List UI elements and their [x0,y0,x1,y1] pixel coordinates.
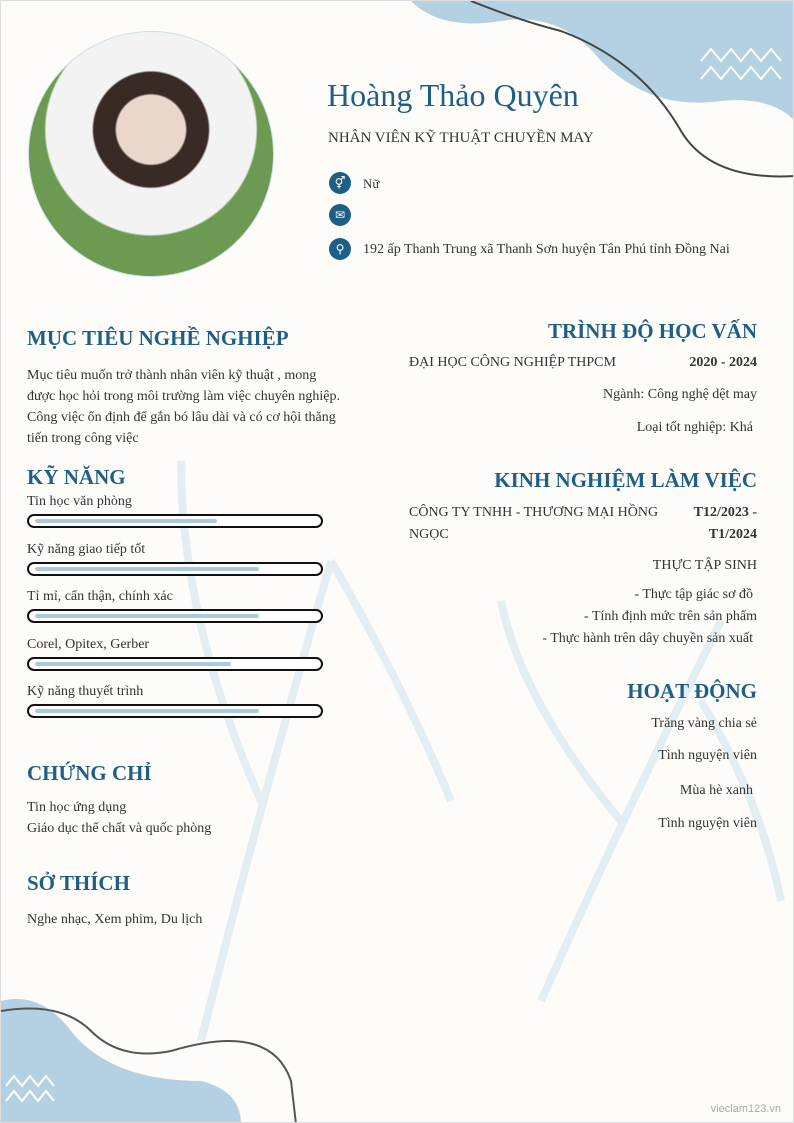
skill-bar-fill [35,662,231,666]
skills-heading: KỸ NĂNG [27,465,126,489]
skill-bar [27,562,323,576]
candidate-name: Hoàng Thảo Quyên [327,77,579,113]
hobbies-text: Nghe nhạc, Xem phim, Du lịch [27,912,203,927]
activities-heading: HOẠT ĐỘNG [627,679,757,703]
certificate-item: Giáo dục thể chất và quốc phòng [27,821,212,836]
watermark: vieclam123.vn [710,1103,781,1115]
address: 192 ấp Thanh Trung xã Thanh Sơn huyện Tân Phú tỉnh Đồng Nai [363,242,730,257]
skill-bar-fill [35,709,259,713]
objective-heading: MỤC TIÊU NGHỀ NGHIỆP [27,326,289,350]
skill-bar [27,609,323,623]
education-heading: TRÌNH ĐỘ HỌC VẤN [547,319,757,343]
email-icon: ✉ [329,204,351,226]
activity-item: Trăng vàng chia sẻ [651,716,757,731]
skill-bar [27,657,323,671]
experience-company: CÔNG TY TNHH - THƯƠNG MẠI HỒNG NGỌC [409,505,659,542]
gender-icon: ⚥ [329,172,351,194]
location-icon: ⚲ [329,238,351,260]
experience-heading: KINH NGHIỆM LÀM VIỆC [494,468,757,492]
skill-label: Tỉ mỉ, cẩn thận, chính xác [27,589,173,604]
certificate-item: Tin học ứng dụng [27,800,127,815]
skill-bar [27,704,323,718]
skill-label: Tin học văn phòng [27,494,132,509]
skill-label: Corel, Opitex, Gerber [27,636,150,652]
skill-label: Kỹ năng thuyết trình [27,684,144,699]
education-grade: Loại tốt nghiệp: Khá [636,420,753,435]
hobbies-heading: SỞ THÍCH [27,871,130,895]
profile-photo [28,31,274,277]
experience-period: T12/2023 - T1/2024 [693,505,757,542]
activity-item: Tình nguyện viên [658,748,757,763]
education-period: 2020 - 2024 [689,355,757,370]
education-school: ĐẠI HỌC CÔNG NGHIỆP THPCM [409,355,616,370]
skill-label: Kỹ năng giao tiếp tốt [27,541,146,557]
certificates-heading: CHỨNG CHỈ [27,761,152,785]
experience-task: - Thực hành trên dây chuyền sản xuất [542,631,753,646]
activity-item: Mùa hè xanh [679,783,753,798]
skill-bar-fill [35,567,259,571]
skill-bar-fill [35,614,259,618]
activity-item: Tình nguyện viên [658,816,757,831]
experience-task: - Thực tập giác sơ đồ [634,587,753,602]
education-major: Ngành: Công nghệ dệt may [603,387,757,402]
skill-bar-fill [35,519,217,523]
experience-task: - Tính định mức trên sản phẩm [584,609,757,624]
skill-bar [27,514,323,528]
gender: Nữ [363,176,380,191]
objective-text: Mục tiêu muốn trở thành nhân viên kỹ thuật , mong được học hỏi trong môi trường làm việc chuyên nghiệp. Công việc ổn định để gắn bó lâu dài và có cơ hội thăng tiến trong công việc [27,368,341,446]
experience-position: THỰC TẬP SINH [652,558,757,573]
job-title: NHÂN VIÊN KỸ THUẬT CHUYỀN MAY [328,130,594,146]
